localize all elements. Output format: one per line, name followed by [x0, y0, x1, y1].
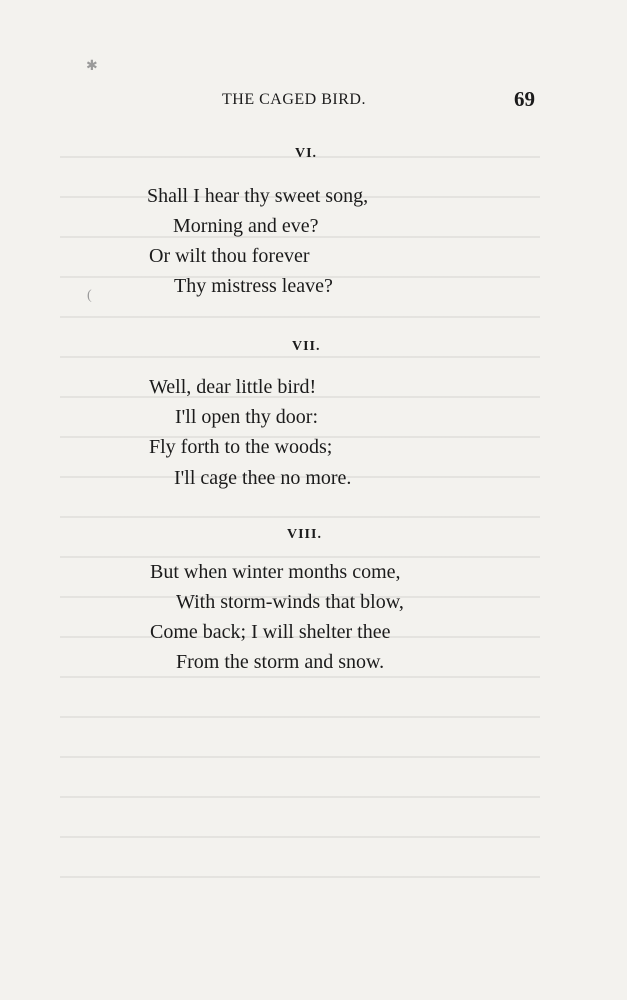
verse-line: With storm-winds that blow, [176, 591, 404, 613]
bleed-through-texture [60, 130, 540, 890]
verse-line: Well, dear little bird! [149, 376, 317, 398]
verse-line: Shall I hear thy sweet song, [147, 185, 369, 207]
verse-line: I'll cage thee no more. [174, 467, 352, 489]
verse-line: I'll open thy door: [175, 406, 319, 428]
page-number: 69 [514, 87, 535, 111]
verse-line: Come back; I will shelter thee [150, 621, 391, 643]
running-head [0, 87, 627, 117]
margin-blot: ✱ [86, 59, 98, 74]
verse-line: Thy mistress leave? [174, 275, 333, 297]
verse-line: Morning and eve? [173, 215, 319, 237]
verse-line: Or wilt thou forever [149, 245, 310, 267]
verse-line: Fly forth to the woods; [149, 436, 333, 458]
running-title: THE CAGED BIRD. [222, 91, 366, 108]
stanza-number-6: VI. [295, 146, 318, 161]
verse-line: But when winter months come, [150, 561, 401, 583]
margin-bracket-mark: ( [87, 288, 92, 303]
stanza-number-8: VIII. [287, 527, 322, 542]
verse-line: From the storm and snow. [176, 651, 385, 673]
stanza-number-7: VII. [292, 339, 321, 354]
